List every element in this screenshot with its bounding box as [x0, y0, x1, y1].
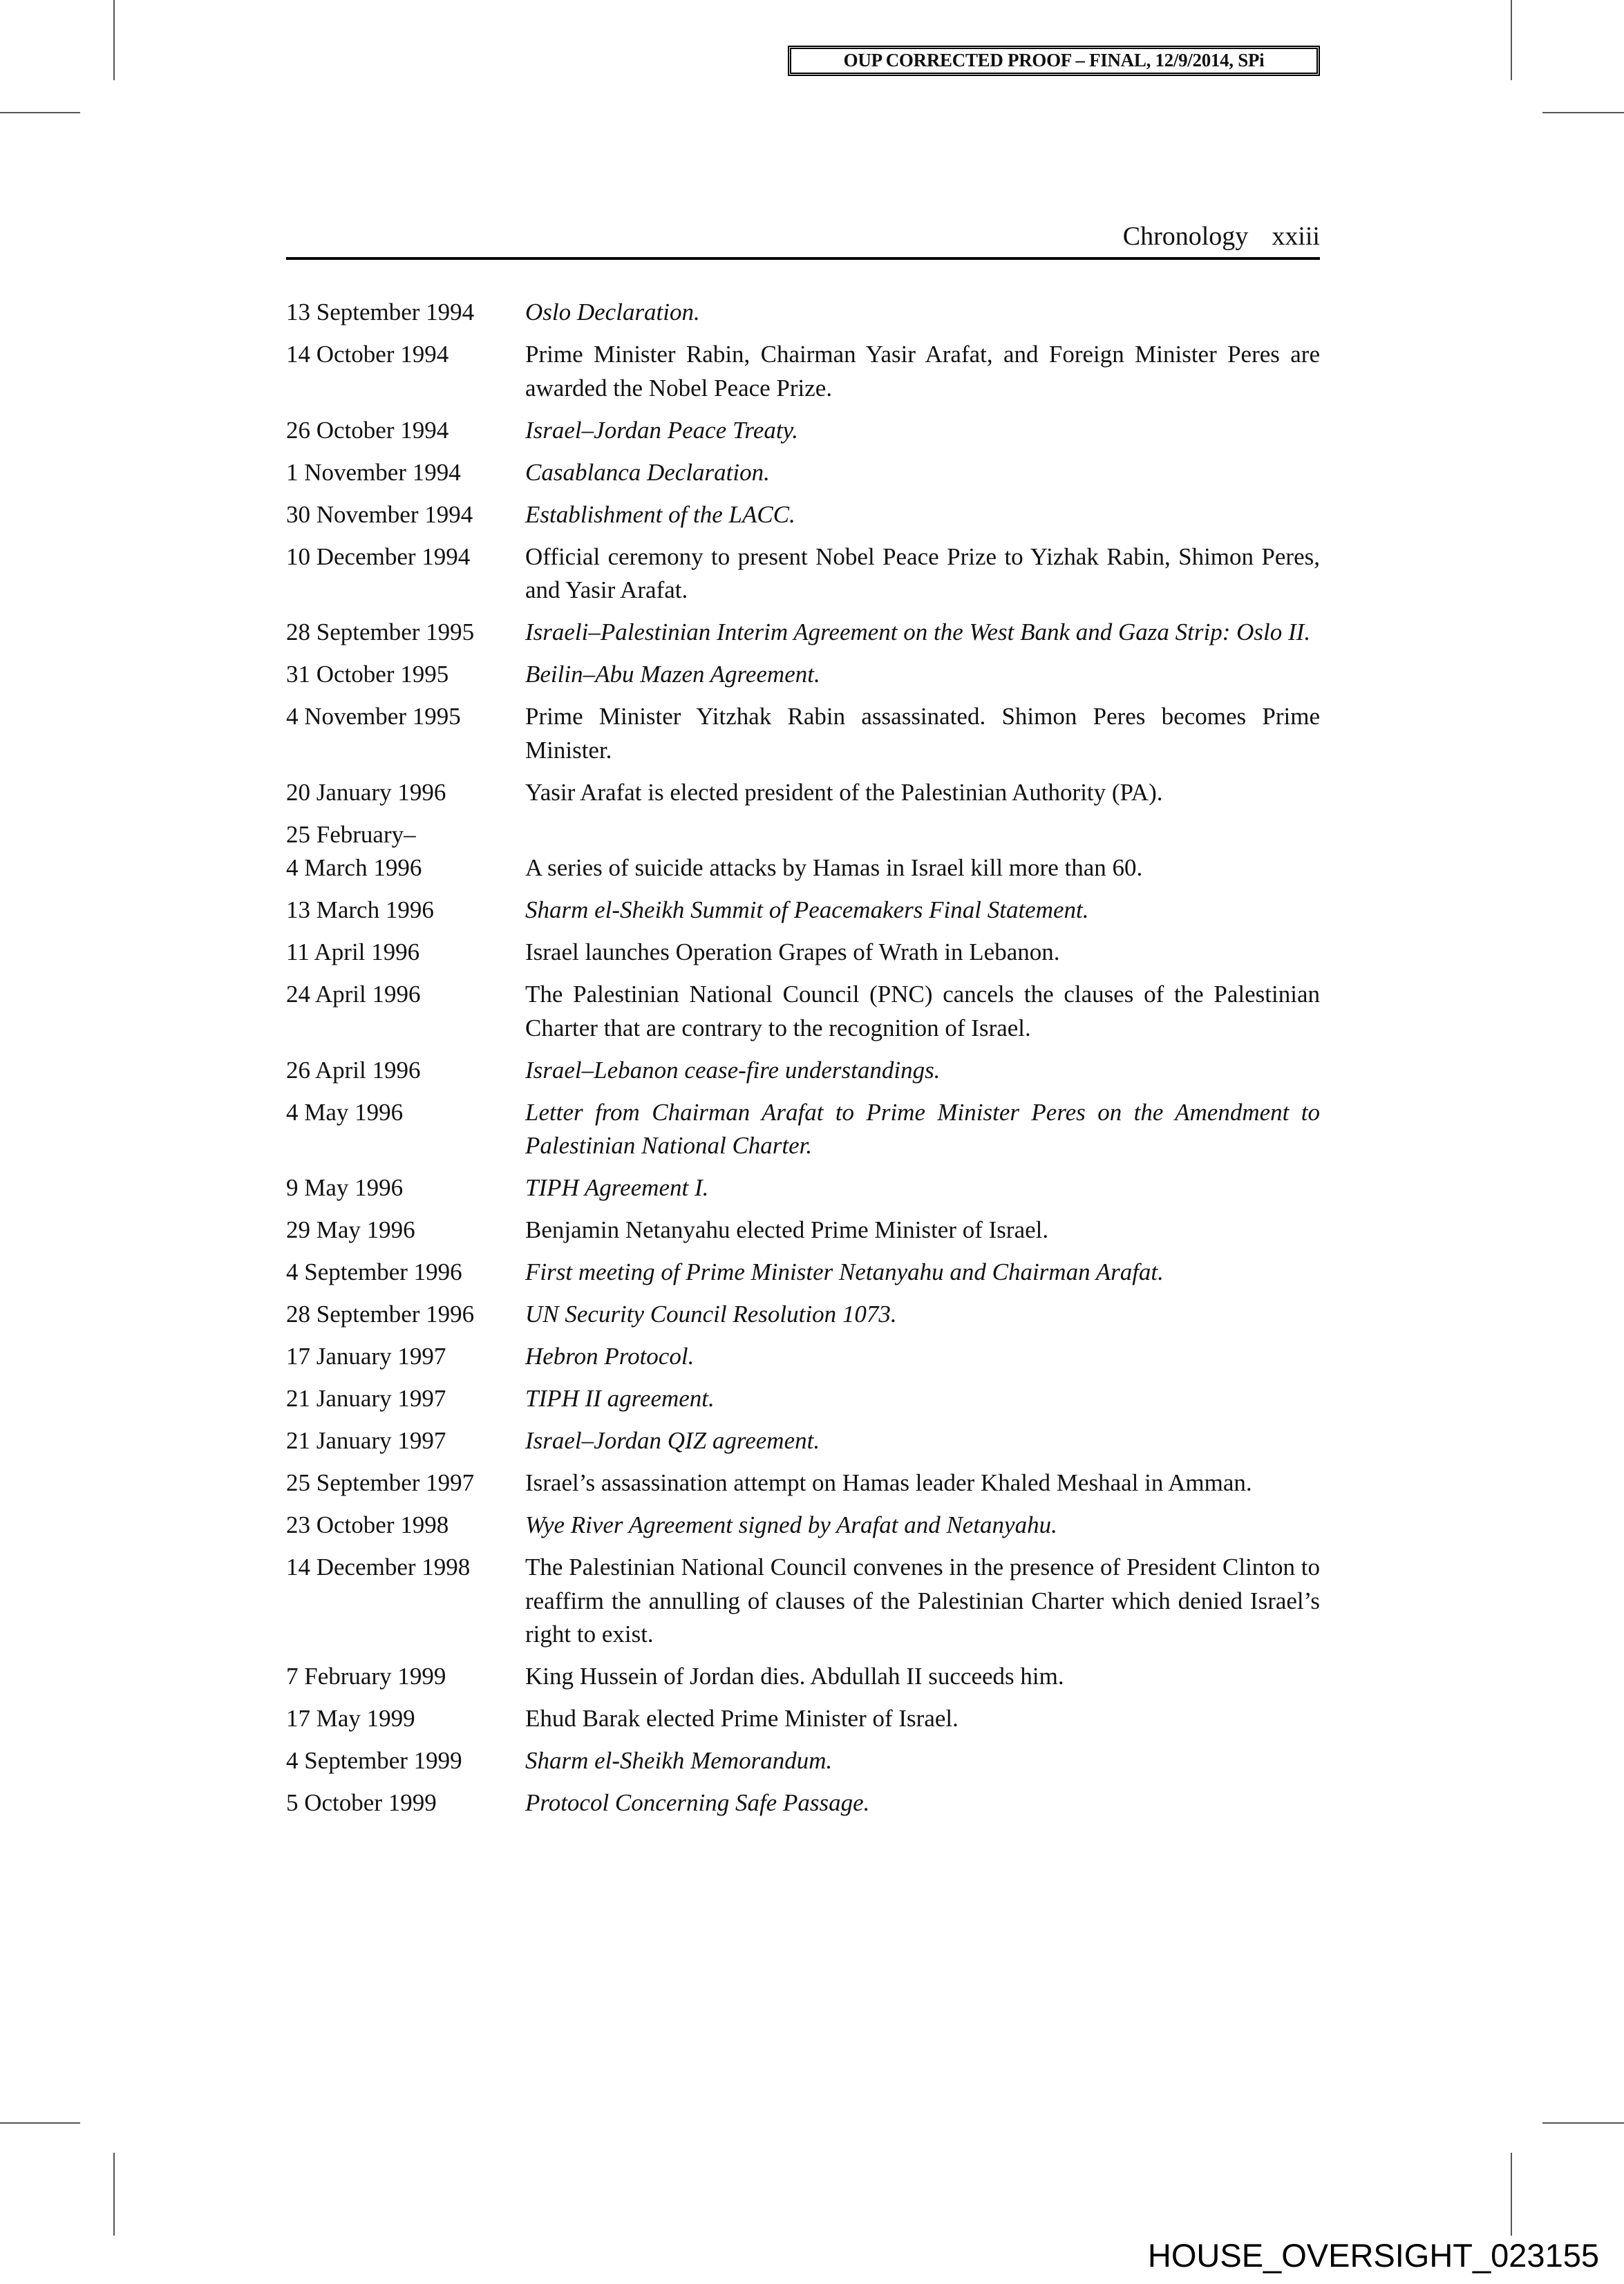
crop-mark [1511, 2153, 1512, 2236]
crop-mark [1542, 2122, 1624, 2124]
chronology-entry [286, 978, 1320, 1045]
entry-date: 1 November 1994 [286, 458, 461, 486]
entry-event: Establishment of the LACC. [525, 500, 795, 528]
entry-date: 4 September 1996 [286, 1258, 462, 1285]
entry-event: Ehud Barak elected Prime Minister of Israel. [525, 1705, 959, 1732]
chronology-entry [286, 658, 1320, 692]
entry-date: 9 May 1996 [286, 1174, 404, 1201]
chronology-entry [286, 851, 1320, 885]
chronology-entry [286, 1171, 1320, 1205]
entry-event: Israeli–Palestinian Interim Agreement on the West Bank and Gaza Strip: Oslo II. [525, 619, 1311, 645]
chronology-entry [286, 1214, 1320, 1247]
chronology-entry [286, 700, 1320, 767]
entry-event: TIPH Agreement I. [525, 1174, 709, 1201]
chronology-entry [286, 1744, 1320, 1778]
page-number: xxiii [1272, 222, 1320, 251]
chronology-entry [286, 1786, 1320, 1820]
entry-event: UN Security Council Resolution 1073. [525, 1301, 897, 1328]
entry-date: 30 November 1994 [286, 500, 473, 528]
chronology-entry [286, 1054, 1320, 1088]
entry-event: Yasir Arafat is elected president of the Palestinian Authority (PA). [525, 778, 1163, 806]
chronology-entry [286, 1256, 1320, 1290]
entry-date: 11 April 1996 [286, 938, 420, 965]
entry-date: 26 October 1994 [286, 416, 449, 444]
chronology-list [286, 296, 1320, 1829]
entry-event: Prime Minister Rabin, Chairman Yasir Arafat, and Foreign Minister Peres are awarded the Nobel Peace Prize. [525, 341, 1320, 402]
header-rule [286, 257, 1320, 260]
chronology-entry [286, 456, 1320, 490]
chronology-entry [286, 616, 1320, 650]
chronology-entry [286, 1382, 1320, 1416]
entry-date: 13 September 1994 [286, 299, 475, 325]
crop-mark [1542, 112, 1624, 113]
entry-event: TIPH II agreement. [525, 1385, 715, 1412]
entry-event: The Palestinian National Council convenes in the presence of President Clinton to reaffirm the annulling of clauses of the Palestinian Charter which denied Israel’s right to exist. [525, 1554, 1320, 1648]
entry-event: Hebron Protocol. [525, 1343, 695, 1370]
chronology-entry [286, 296, 1320, 330]
chronology-entry [286, 818, 1320, 852]
entry-date: 4 May 1996 [286, 1098, 404, 1126]
entry-date: 21 January 1997 [286, 1427, 446, 1454]
chronology-entry [286, 1298, 1320, 1332]
entry-event: Wye River Agreement signed by Arafat and Netanyahu. [525, 1511, 1057, 1538]
running-head-title: Chronology [1122, 222, 1249, 251]
crop-mark [1511, 0, 1512, 80]
entry-date: 25 September 1997 [286, 1469, 475, 1496]
running-head [286, 220, 1320, 253]
chronology-entry [286, 338, 1320, 405]
entry-date: 17 January 1997 [286, 1343, 446, 1370]
chronology-entry [286, 894, 1320, 927]
entry-date: 14 December 1998 [286, 1554, 471, 1580]
entry-date: 17 May 1999 [286, 1705, 415, 1732]
entry-event: Israel launches Operation Grapes of Wrath in Lebanon. [525, 938, 1060, 965]
entry-date: 4 March 1996 [286, 854, 422, 881]
entry-date: 4 November 1995 [286, 703, 461, 730]
entry-event: Sharm el-Sheikh Memorandum. [525, 1747, 833, 1774]
entry-event: Prime Minister Yitzhak Rabin assassinated. Shimon Peres becomes Prime Minister. [525, 703, 1320, 764]
chronology-entry [286, 1660, 1320, 1694]
entry-date: 29 May 1996 [286, 1216, 415, 1243]
entry-event: Letter from Chairman Arafat to Prime Minister Peres on the Amendment to Palestinian National Charter. [525, 1098, 1320, 1159]
chronology-entry [286, 498, 1320, 532]
entry-event: Israel’s assassination attempt on Hamas leader Khaled Meshaal in Amman. [525, 1469, 1252, 1496]
chronology-entry [286, 1096, 1320, 1163]
entry-date: 14 October 1994 [286, 341, 449, 368]
entry-date: 24 April 1996 [286, 981, 421, 1008]
entry-event: First meeting of Prime Minister Netanyahu and Chairman Arafat. [525, 1258, 1164, 1285]
entry-date: 13 March 1996 [286, 896, 434, 923]
entry-event [525, 818, 1320, 852]
entry-event: The Palestinian National Council (PNC) cancels the clauses of the Palestinian Charter that are contrary to the recognition of Israel. [525, 981, 1320, 1041]
chronology-entry [286, 1509, 1320, 1542]
entry-date: 21 January 1997 [286, 1385, 446, 1412]
entry-event: Casablanca Declaration. [525, 458, 770, 486]
entry-event: King Hussein of Jordan dies. Abdullah II succeeds him. [525, 1663, 1064, 1690]
entry-date: 28 September 1995 [286, 619, 475, 645]
chronology-entry [286, 936, 1320, 970]
crop-mark [113, 2153, 115, 2236]
entry-event: Oslo Declaration. [525, 299, 700, 325]
entry-date: 25 February– [286, 820, 416, 848]
entry-date: 5 October 1999 [286, 1789, 437, 1816]
entry-date: 28 September 1996 [286, 1301, 475, 1328]
entry-date: 23 October 1998 [286, 1511, 449, 1538]
entry-date: 31 October 1995 [286, 661, 449, 688]
entry-event: Israel–Jordan QIZ agreement. [525, 1427, 820, 1454]
document-id: HOUSE_OVERSIGHT_023155 [1147, 2237, 1599, 2274]
entry-date: 10 December 1994 [286, 542, 471, 570]
entry-event: Israel–Lebanon cease-fire understandings. [525, 1056, 941, 1084]
entry-event: A series of suicide attacks by Hamas in Israel kill more than 60. [525, 854, 1143, 881]
chronology-entry [286, 1424, 1320, 1458]
chronology-entry [286, 414, 1320, 448]
crop-mark [0, 2122, 80, 2124]
entry-event: Official ceremony to present Nobel Peace Prize to Yizhak Rabin, Shimon Peres, and Yasir Arafat. [525, 542, 1320, 603]
entry-date: 26 April 1996 [286, 1056, 421, 1084]
entry-event: Israel–Jordan Peace Treaty. [525, 416, 798, 444]
chronology-entry [286, 1551, 1320, 1652]
entry-event: Benjamin Netanyahu elected Prime Minister of Israel. [525, 1216, 1049, 1243]
entry-event: Protocol Concerning Safe Passage. [525, 1789, 870, 1816]
entry-date: 20 January 1996 [286, 778, 446, 806]
entry-date: 7 February 1999 [286, 1663, 446, 1690]
chronology-entry [286, 1702, 1320, 1736]
chronology-entry [286, 1340, 1320, 1374]
chronology-entry [286, 776, 1320, 810]
entry-event: Sharm el-Sheikh Summit of Peacemakers Final Statement. [525, 896, 1089, 923]
crop-mark [113, 0, 115, 80]
chronology-entry [286, 540, 1320, 607]
proof-stamp: OUP CORRECTED PROOF – FINAL, 12/9/2014, SPi [788, 46, 1320, 76]
entry-event: Beilin–Abu Mazen Agreement. [525, 661, 820, 688]
crop-mark [0, 112, 80, 113]
chronology-entry [286, 1466, 1320, 1500]
entry-date: 4 September 1999 [286, 1747, 462, 1774]
